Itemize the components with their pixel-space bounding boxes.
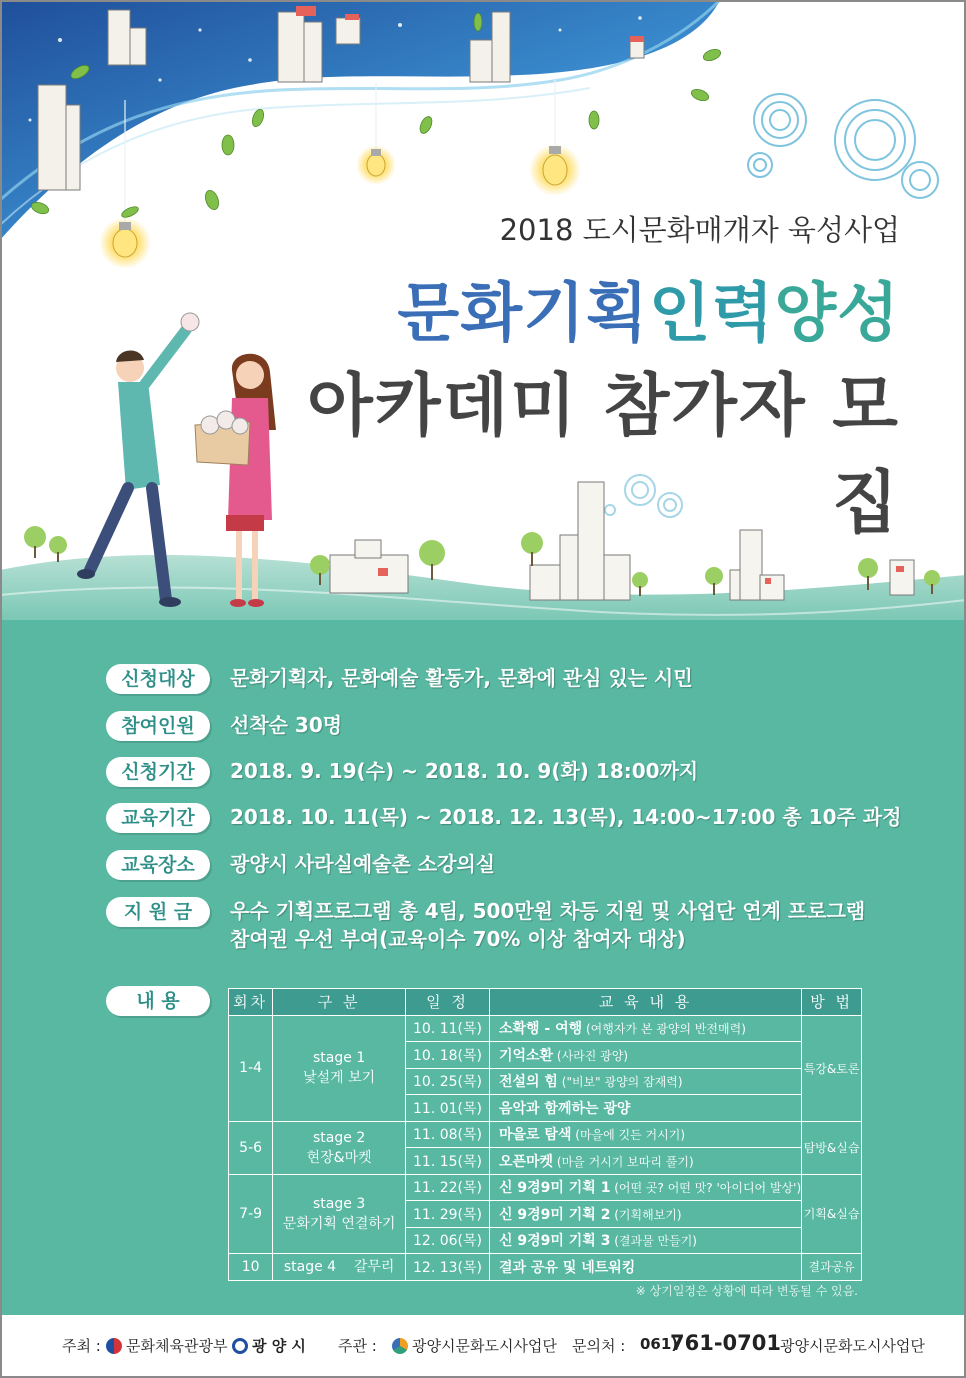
date-cell: 10. 25(목): [406, 1068, 490, 1095]
col-header: 구 분: [273, 989, 406, 1016]
main-title-line2: 아카데미 참가자 모집: [307, 367, 900, 543]
stage-name: stage 2: [313, 1129, 366, 1146]
content-cell: [489, 1201, 801, 1228]
content-main: 신 9경9미 기획 1: [498, 1180, 611, 1197]
content-main: 신 9경9미 기획 2: [498, 1206, 611, 1223]
round-cell: 7-9: [229, 1174, 273, 1254]
col-header: 회차: [229, 989, 273, 1016]
col-header: 방 법: [802, 989, 862, 1016]
round-cell: 1-4: [229, 1015, 273, 1121]
content-sub: (어떤 곳? 어떤 맛? '아이디어 발상'): [610, 1181, 802, 1196]
content-cell: [489, 1121, 801, 1148]
content-cell: [489, 1042, 801, 1069]
organizer-logo-icon: [392, 1338, 408, 1354]
label-pill: 교육기간: [106, 803, 210, 833]
ministry-logo-icon: [106, 1338, 122, 1354]
content-main: 결과 공유 및 네트워킹: [498, 1259, 636, 1276]
schedule-note: ※ 상기일정은 상황에 따라 변동될 수 있음.: [635, 1284, 858, 1298]
label-pill: 참여인원: [106, 711, 210, 741]
content-main: 마을로 탐색: [498, 1127, 572, 1144]
table-header-row: [229, 989, 862, 1016]
phone-prefix: 061): [640, 1335, 679, 1353]
stage-cell: [273, 1121, 406, 1174]
date-cell: 10. 18(목): [406, 1042, 490, 1069]
round-cell: 5-6: [229, 1121, 273, 1174]
content-cell: [489, 1015, 801, 1042]
content-sub: (마을에 깃든 거시기): [571, 1128, 686, 1143]
method-cell: 기획&실습: [802, 1174, 862, 1254]
table-row: [229, 1121, 862, 1148]
stage-desc: 현장&마켓: [306, 1149, 372, 1166]
label-pill: 신청기간: [106, 757, 210, 787]
stage-cell: [273, 1174, 406, 1254]
organizer-label: 주관 :: [338, 1337, 377, 1355]
col-header: 일 정: [406, 989, 490, 1016]
table-row: [229, 1174, 862, 1201]
host-label: 주최 :: [62, 1337, 101, 1355]
info-value: 광양시 사라실예술촌 소강의실: [230, 852, 496, 876]
host-city: [232, 1335, 306, 1356]
contact-org: 광양시문화도시사업단: [780, 1337, 925, 1355]
stage-name: stage 3: [313, 1195, 366, 1212]
date-cell: 11. 08(목): [406, 1121, 490, 1148]
label-pill: 교육장소: [106, 850, 210, 880]
stage-desc: 낯설게 보기: [303, 1070, 376, 1086]
schedule-table: [228, 988, 862, 1281]
city-logo-icon: [232, 1338, 248, 1354]
method-cell: 특강&토론: [802, 1015, 862, 1121]
content-sub: (기획해보기): [610, 1207, 682, 1222]
date-cell: 11. 15(목): [406, 1148, 490, 1175]
content-sub: (사라진 광양): [553, 1048, 629, 1063]
content-sub: (마을 거시기 보따리 풀기): [553, 1154, 694, 1169]
method-cell: 결과공유: [802, 1254, 862, 1281]
stage-desc: 문화기획 연결하기: [282, 1215, 396, 1232]
main-title: [300, 262, 900, 354]
content-main: 오픈마켓: [498, 1153, 554, 1170]
info-value: 2018. 9. 19(수) ~ 2018. 10. 9(화) 18:00까지: [230, 759, 699, 783]
content-main: 전설의 힘: [498, 1074, 558, 1091]
content-cell: [489, 1148, 801, 1175]
footer: [0, 1315, 966, 1378]
title-part-2: 인력: [648, 277, 775, 351]
info-value: 선착순 30명: [230, 713, 343, 737]
host-ministry-name: 문화체육관광부: [126, 1337, 228, 1355]
organizer: [392, 1335, 557, 1356]
info-value: 문화기획자, 문화예술 활동가, 문화에 관심 있는 시민: [230, 666, 693, 690]
table-row: [229, 1254, 862, 1281]
host-city-name: 광 양 시: [252, 1337, 306, 1355]
stage-name: stage 1: [313, 1050, 366, 1066]
content-cell: [489, 1174, 801, 1201]
label-pill: 내 용: [106, 986, 210, 1016]
date-cell: 11. 29(목): [406, 1201, 490, 1228]
date-cell: 11. 01(목): [406, 1095, 490, 1122]
round-cell: 10: [229, 1254, 273, 1281]
title-part-3: 양성: [774, 277, 900, 351]
info-value: [230, 897, 950, 953]
content-cell: [489, 1095, 801, 1122]
info-value-line: 참여권 우선 부여(교육이수 70% 이상 참여자 대상): [230, 927, 686, 951]
col-header: 교 육 내 용: [489, 989, 801, 1016]
content-main: 기억소환: [498, 1047, 554, 1064]
content-cell: [489, 1254, 801, 1281]
content-main: 소확행 - 여행: [498, 1021, 583, 1038]
date-cell: 11. 22(목): [406, 1174, 490, 1201]
phone-number: 761-0701: [670, 1331, 781, 1355]
content-main: 신 9경9미 기획 3: [498, 1233, 611, 1250]
date-cell: 10. 11(목): [406, 1015, 490, 1042]
content-main: 음악과 함께하는 광양: [498, 1100, 631, 1117]
subtitle: 2018 도시문화매개자 육성사업: [499, 213, 900, 247]
date-cell: 12. 13(목): [406, 1254, 490, 1281]
content-sub: (여행자가 본 광양의 반전매력): [582, 1022, 746, 1037]
title-part-1: 문화기획: [397, 277, 649, 351]
content-cell: [489, 1227, 801, 1254]
stage-cell: stage 4 갈무리: [273, 1254, 406, 1281]
stage-cell: [273, 1015, 406, 1121]
content-sub: (결과물 만들기): [610, 1234, 697, 1249]
content-sub: ("비보" 광양의 잠재력): [557, 1075, 683, 1090]
method-cell: 탐방&실습: [802, 1121, 862, 1174]
label-pill: 지 원 금: [106, 897, 210, 927]
host-ministry: [106, 1335, 227, 1356]
content-cell: [489, 1068, 801, 1095]
label-pill: 신청대상: [106, 664, 210, 694]
date-cell: 12. 06(목): [406, 1227, 490, 1254]
info-value-line: 우수 기획프로그램 총 4팀, 500만원 차등 지원 및 사업단 연계 프로그램: [230, 899, 866, 923]
organizer-name: 광양시문화도시사업단: [412, 1337, 557, 1355]
table-row: [229, 1015, 862, 1042]
contact-label: 문의처 :: [572, 1337, 626, 1355]
info-value: 2018. 10. 11(목) ~ 2018. 12. 13(목), 14:00~17:00 총 10주 과정: [230, 805, 902, 829]
